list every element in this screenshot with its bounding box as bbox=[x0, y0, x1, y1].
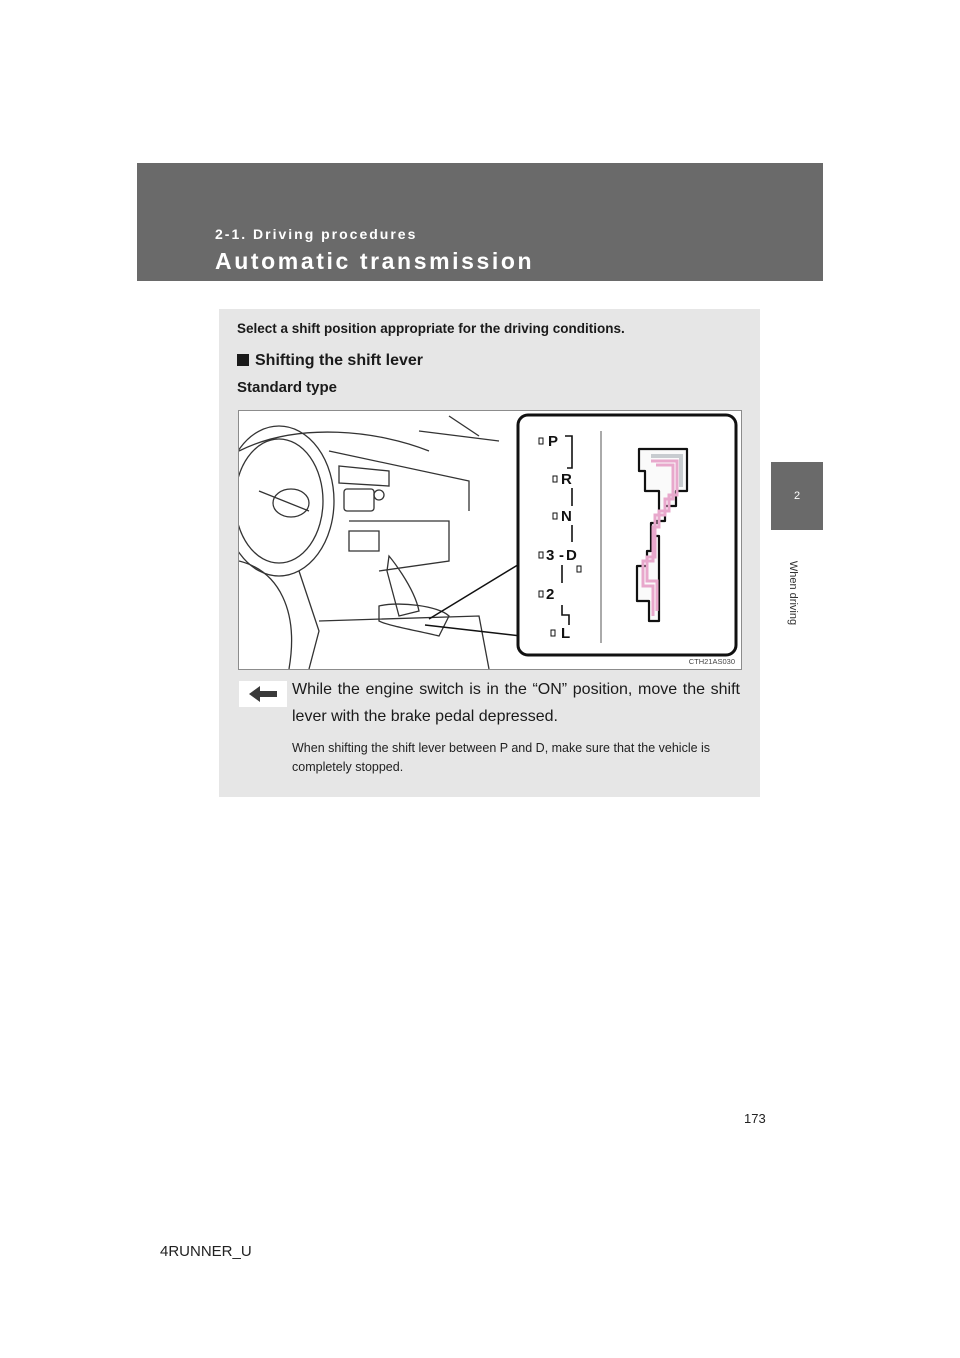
chapter-label: When driving bbox=[787, 560, 799, 626]
note-icon-box bbox=[239, 681, 287, 707]
shift-position-n: N bbox=[561, 508, 572, 525]
content-panel bbox=[219, 309, 760, 797]
callout-lines bbox=[425, 563, 521, 636]
shift-position-dash: - bbox=[559, 547, 564, 564]
shift-position-d: D bbox=[566, 547, 577, 564]
subheading-text: Shifting the shift lever bbox=[255, 352, 424, 369]
shift-position-2: 2 bbox=[546, 586, 555, 603]
subheading bbox=[237, 352, 423, 370]
shift-lever-figure bbox=[238, 410, 742, 670]
shift-lever-illustration bbox=[239, 411, 741, 669]
type-label: Standard type bbox=[237, 379, 338, 396]
square-bullet-icon bbox=[237, 354, 249, 366]
header-bar bbox=[137, 163, 823, 281]
page-number: 173 bbox=[744, 1111, 766, 1126]
shift-position-r: R bbox=[561, 471, 572, 488]
inset-frame bbox=[518, 415, 736, 655]
figure-code: CTH21AS030 bbox=[688, 657, 735, 666]
shift-position-p: P bbox=[548, 433, 559, 450]
shift-position-3: 3 bbox=[546, 547, 555, 564]
dashboard-drawing bbox=[239, 416, 499, 669]
instruction-text: While the engine switch is in the “ON” position, move the shift lever with the brake pedal depressed. bbox=[292, 681, 740, 725]
shift-position-l: L bbox=[561, 625, 571, 642]
section-label: 2-1. Driving procedures bbox=[215, 226, 418, 242]
chapter-number: 2 bbox=[793, 490, 801, 502]
left-arrow-icon bbox=[239, 681, 287, 707]
page-title: Automatic transmission bbox=[215, 248, 535, 274]
intro-text: Select a shift position appropriate for the driving conditions. bbox=[237, 321, 625, 336]
chapter-tab bbox=[771, 462, 823, 530]
model-id: 4RUNNER_U bbox=[160, 1243, 252, 1260]
detail-text: When shifting the shift lever between P and D, make sure that the vehicle is completely stopped. bbox=[292, 741, 711, 774]
